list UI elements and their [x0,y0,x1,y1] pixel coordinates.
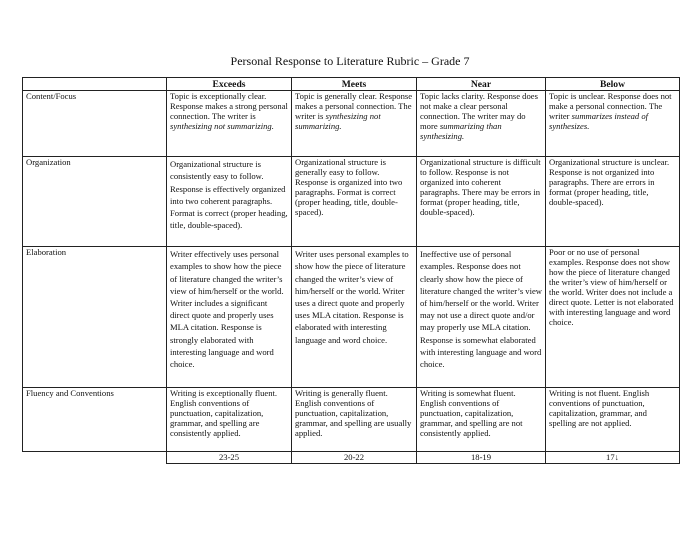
table-row [23,157,680,247]
score-below: 17↓ [546,452,680,464]
table-row [23,388,680,452]
page-title: Personal Response to Literature Rubric – Grade 7 [230,54,470,68]
cell-organization-below: Organizational structure is unclear. Response is not organized into paragraphs. There are errors in format (proper heading, title, double-spaced). [546,157,680,247]
score-exceeds: 23-25 [167,452,292,464]
header-blank-cell [23,78,167,91]
cell-content-below: Topic is unclear. Response does not make a personal connection. The writer summarizes instead of synthesizes. [546,91,680,157]
rubric-table [22,77,680,464]
table-row [23,91,680,157]
row-label-content-focus: Content/Focus [23,91,167,157]
cell-fluency-below: Writing is not fluent. English conventions of punctuation, capitalization, grammar, and spelling are not applied. [546,388,680,452]
header-row [23,78,680,91]
column-header-near: Near [417,78,546,91]
score-near: 18-19 [417,452,546,464]
column-header-below: Below [546,78,680,91]
row-label-organization: Organization [23,157,167,247]
cell-content-near: Topic lacks clarity. Response does not make a clear personal connection. The writer may do more summarizing than synthesizing. [417,91,546,157]
cell-elaboration-below: Poor or no use of personal examples. Response does not show how the piece of literature changed the writer’s view of him/herself or the world. Writer does not include a direct quote. Letter is not elaborated with interesting language and word choice. [546,247,680,388]
cell-fluency-exceeds: Writing is exceptionally fluent. English conventions of punctuation, capitalization, grammar, and spelling are consistently applied. [167,388,292,452]
column-header-meets: Meets [292,78,417,91]
cell-content-exceeds: Topic is exceptionally clear. Response makes a strong personal connection. The writer is synthesizing not summarizing. [167,91,292,157]
score-meets: 20-22 [292,452,417,464]
row-label-elaboration: Elaboration [23,247,167,388]
table-row [23,247,680,388]
cell-organization-near: Organizational structure is difficult to follow. Response is not organized into coherent paragraphs. There may be errors in format (proper heading, title, double-spaced). [417,157,546,247]
cell-elaboration-exceeds: Writer effectively uses personal examples to show how the piece of literature changed the writer’s view of him/herself or the world. Writer includes a significant direct quote and properly uses MLA citation. Response is strongly elaborated with interesting language and word choice. [167,247,292,388]
cell-content-meets: Topic is generally clear. Response makes a personal connection. The writer is synthesizing not summarizing. [292,91,417,157]
row-label-fluency-conventions: Fluency and Conventions [23,388,167,452]
cell-fluency-meets: Writing is generally fluent. English conventions of punctuation, capitalization, grammar, and spelling are usually applied. [292,388,417,452]
column-header-exceeds: Exceeds [167,78,292,91]
cell-organization-meets: Organizational structure is generally easy to follow. Response is organized into two paragraphs. Format is correct (proper heading, title, double-spaced). [292,157,417,247]
cell-fluency-near: Writing is somewhat fluent. English conventions of punctuation, capitalization, grammar, and spelling are not consistently applied. [417,388,546,452]
cell-elaboration-meets: Writer uses personal examples to show how the piece of literature changed the writer’s view of him/herself or the world. Writer uses a direct quote and properly uses MLA citation. Response is elaborated with interesting language and word choice. [292,247,417,388]
cell-elaboration-near: Ineffective use of personal examples. Response does not clearly show how the piece of literature changed the writer’s view of him/herself or the world. Writer may not use a direct quote and/or may properly use MLA citation. Response is somewhat elaborated with interesting language and word choice. [417,247,546,388]
cell-organization-exceeds: Organizational structure is consistently easy to follow. Response is effectively organized into two coherent paragraphs. Format is correct (proper heading, title, double-spaced). [167,157,292,247]
score-blank-cell [23,452,167,464]
score-row [23,452,680,464]
